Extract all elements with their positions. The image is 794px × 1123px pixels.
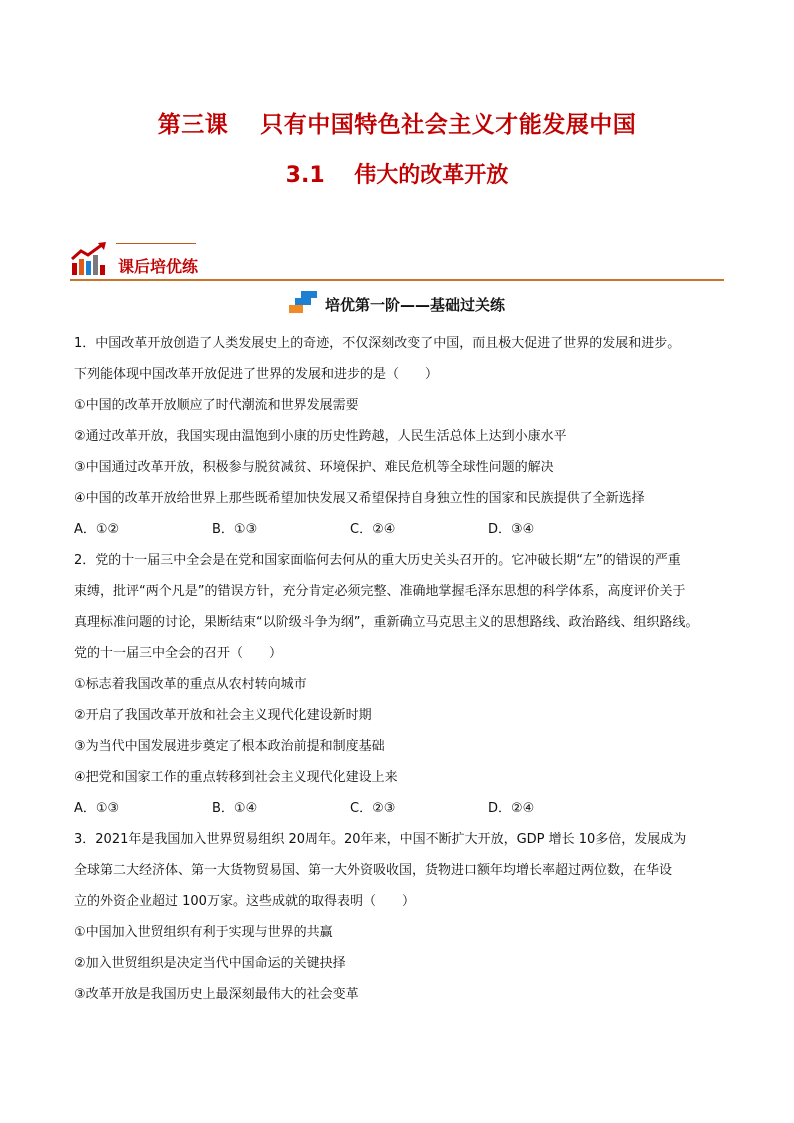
statement-item: ④把党和国家工作的重点转移到社会主义现代化建设上来 bbox=[74, 770, 398, 785]
question-stem-line: 下列能体现中国改革开放促进了世界的发展和进步的是（ ） bbox=[74, 367, 439, 382]
option-c: C．②④ bbox=[350, 522, 396, 537]
question-3 bbox=[74, 824, 724, 1010]
question-1 bbox=[74, 328, 724, 545]
question-stem-line: 真理标准问题的讨论，果断结束“以阶级斗争为纲”，重新确立马克思主义的思想路线、政治路线、组织路线。 bbox=[74, 615, 699, 630]
page-subtitle: 3.1 伟大的改革开放 bbox=[285, 163, 509, 188]
question-stem-line: 立的外资企业超过 100万家。这些成就的取得表明（ ） bbox=[74, 894, 415, 909]
statement-item: ③中国通过改革开放，积极参与脱贫减贫、环境保护、难民危机等全球性问题的解决 bbox=[74, 460, 554, 475]
statement-item: ②开启了我国改革开放和社会主义现代化建设新时期 bbox=[74, 708, 372, 723]
question-stem-line: 全球第二大经济体、第一大货物贸易国、第一大外资吸收国，货物进口额年均增长率超过两位数，在华设 bbox=[74, 863, 673, 878]
option-d: D．②④ bbox=[488, 801, 535, 816]
answer-options bbox=[74, 793, 724, 824]
section-label: 课后培优练 bbox=[118, 257, 199, 276]
question-stem-line: 党的十一届三中全会的召开（ ） bbox=[74, 646, 283, 661]
statement-item: ④中国的改革开放给世界上那些既希望加快发展又希望保持自身独立性的国家和民族提供了全新选择 bbox=[74, 491, 645, 506]
statement-item: ②通过改革开放，我国实现由温饱到小康的历史性跨越，人民生活总体上达到小康水平 bbox=[74, 429, 567, 444]
subsection-header bbox=[0, 291, 794, 319]
option-a: A．①② bbox=[74, 522, 120, 537]
subsection-title: 培优第一阶——基础过关练 bbox=[324, 295, 505, 314]
statement-item: ①标志着我国改革的重点从农村转向城市 bbox=[74, 677, 307, 692]
question-2 bbox=[74, 545, 724, 824]
question-stem-line: 1．中国改革开放创造了人类发展史上的奇迹，不仅深刻改变了中国，而且极大促进了世界的发展和进步。 bbox=[74, 336, 681, 351]
header-top-rule bbox=[116, 243, 196, 244]
option-b: B．①④ bbox=[212, 801, 258, 816]
question-list bbox=[74, 328, 724, 1010]
question-stem-line: 2．党的十一届三中全会是在党和国家面临何去何从的重大历史关头召开的。它冲破长期“左”的错误的严重 bbox=[74, 553, 681, 568]
statement-item: ②加入世贸组织是决定当代中国命运的关键抉择 bbox=[74, 956, 346, 971]
statement-item: ③为当代中国发展进步奠定了根本政治前提和制度基础 bbox=[74, 739, 385, 754]
answer-options bbox=[74, 514, 724, 545]
page-title: 第三课 只有中国特色社会主义才能发展中国 bbox=[157, 112, 637, 138]
statement-item: ①中国的改革开放顺应了时代潮流和世界发展需要 bbox=[74, 398, 359, 413]
question-stem-line: 3．2021年是我国加入世界贸易组织 20周年。20年来，中国不断扩大开放，GDP 增长 10多倍，发展成为 bbox=[74, 832, 687, 847]
growth-chart-icon bbox=[70, 241, 108, 281]
option-d: D．③④ bbox=[488, 522, 535, 537]
option-a: A．①③ bbox=[74, 801, 120, 816]
statement-item: ③改革开放是我国历史上最深刻最伟大的社会变革 bbox=[74, 987, 359, 1002]
section-header bbox=[70, 239, 724, 285]
option-b: B．①③ bbox=[212, 522, 258, 537]
question-stem-line: 束缚，批评“两个凡是”的错误方针，充分肯定必须完整、准确地掌握毛泽东思想的科学体系，高度评价关于 bbox=[74, 584, 686, 599]
option-c: C．②③ bbox=[350, 801, 396, 816]
stairs-icon bbox=[289, 291, 319, 317]
header-divider bbox=[70, 279, 724, 281]
statement-item: ①中国加入世贸组织有利于实现与世界的共赢 bbox=[74, 925, 333, 940]
